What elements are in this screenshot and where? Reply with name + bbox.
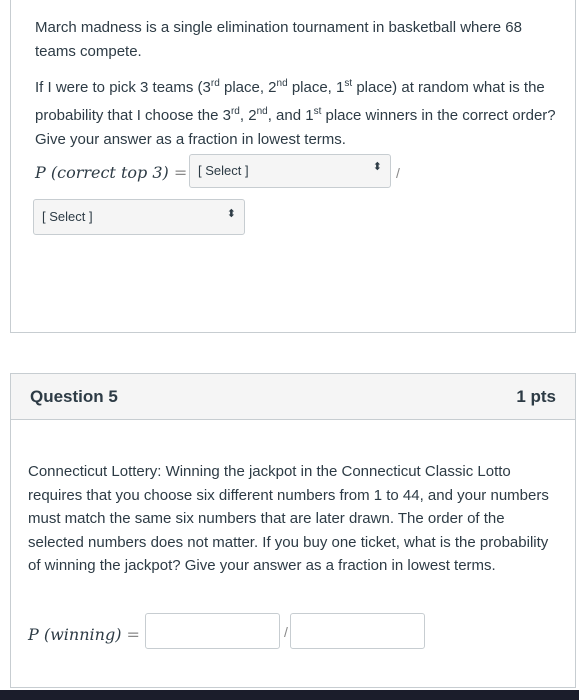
- denominator-select[interactable]: [33, 199, 245, 235]
- denominator-select-value: [ Select ]: [42, 209, 93, 224]
- question-5-header: [11, 374, 575, 420]
- denominator-input[interactable]: [290, 613, 425, 649]
- question-5-text: Connecticut Lottery: Winning the jackpot in the Connecticut Classic Lotto requires that you choose six different numbers from 1 to 44, and your numbers must match the same six numbers that are later drawn. The order of the selected numbers does not matter. If you buy one ticket, what is the probability of winning the jackpot? Give your answer as a fraction in lowest terms.: [28, 463, 549, 575]
- question-4-intro: March madness is a single elimination tournament in basketball where 68 teams compete.: [35, 19, 522, 60]
- updown-arrow-icon: ⬍: [372, 161, 382, 173]
- question-4-card: [10, 0, 576, 333]
- updown-arrow-icon: ⬍: [226, 208, 236, 220]
- question-points: 1 pts: [516, 387, 556, 406]
- probability-expression: P (winning) =: [28, 625, 140, 644]
- card-gap: [0, 334, 579, 374]
- fraction-slash: /: [396, 165, 400, 181]
- numerator-select-value: [ Select ]: [198, 163, 249, 178]
- bottom-edge: [0, 690, 579, 700]
- probability-expression: P (correct top 3) =: [35, 163, 188, 182]
- question-4-prompt: If I were to pick 3 teams (3rd place, 2nd place, 1st place) at random what is the probability that I choose the 3rd, 2nd, and 1st place winners in the correct order? Give your answer as a fraction in lowest terms.: [35, 78, 556, 148]
- question-5-card: [10, 373, 576, 688]
- question-title: Question 5: [30, 387, 118, 406]
- fraction-slash: /: [284, 624, 288, 640]
- numerator-select[interactable]: [189, 154, 391, 188]
- numerator-input[interactable]: [145, 613, 280, 649]
